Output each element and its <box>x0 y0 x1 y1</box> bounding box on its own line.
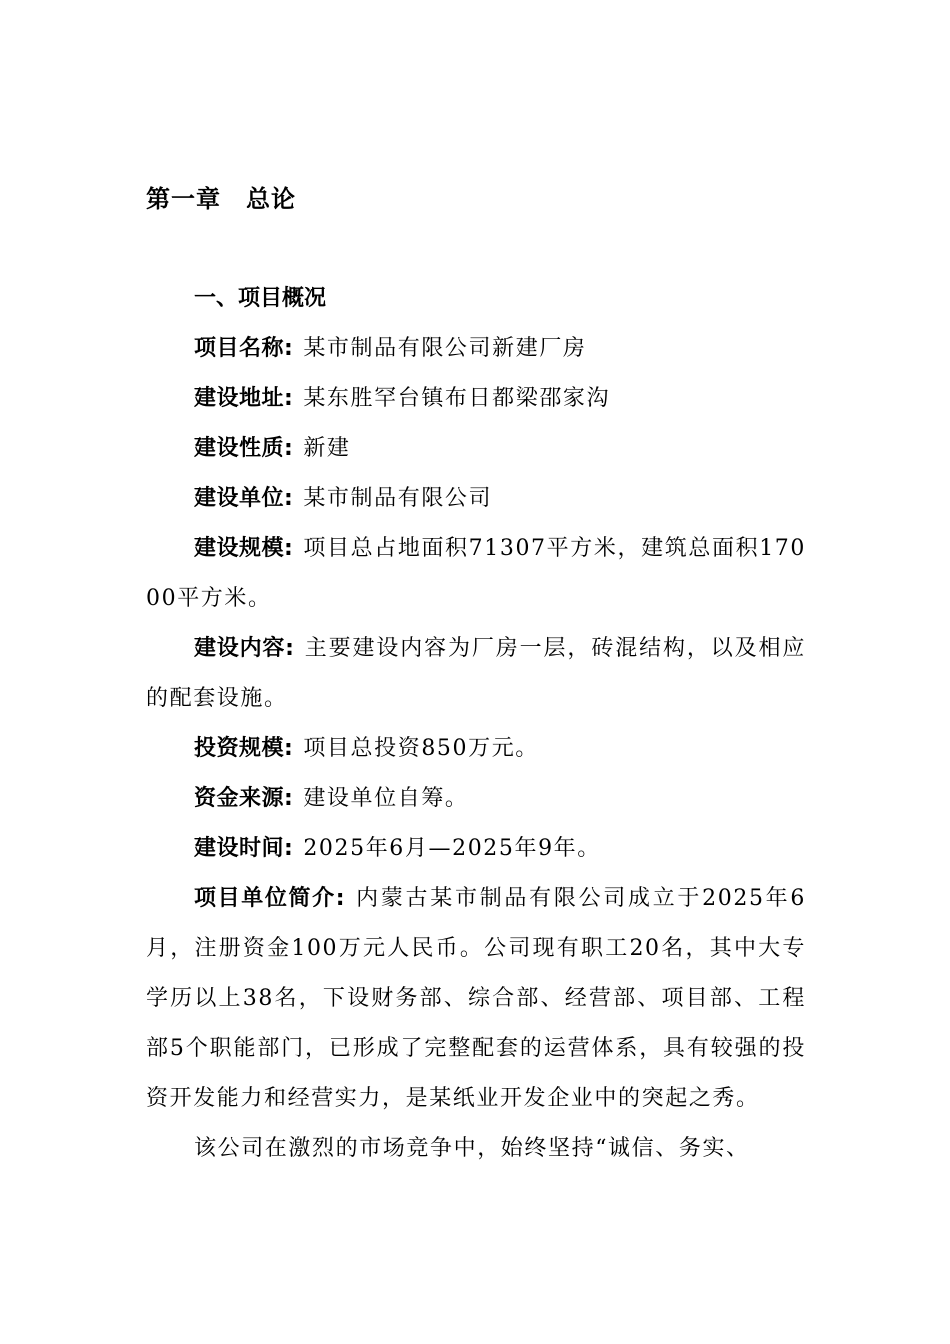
field-value: 2025年6月—2025年9年。 <box>303 836 601 861</box>
field-value: 某东胜罕台镇布日都梁邵家沟 <box>303 386 611 411</box>
section-title: 一、项目概况 <box>194 286 327 311</box>
field-value: 某市制品有限公司 <box>303 486 493 511</box>
field-label: 项目单位简介: <box>194 886 345 911</box>
field-project-name <box>146 324 806 374</box>
field-construction-scale <box>146 524 806 624</box>
field-value: 某市制品有限公司新建厂房 <box>303 336 587 361</box>
document-body <box>146 324 806 1174</box>
field-label: 建设内容: <box>194 636 295 661</box>
field-investment-scale <box>146 724 806 774</box>
field-value: 建设单位自筹。 <box>303 786 469 811</box>
field-label: 建设地址: <box>194 386 294 411</box>
field-construction-address <box>146 374 806 424</box>
field-value: 新建 <box>303 436 351 461</box>
field-label: 建设性质: <box>194 436 294 461</box>
field-value: 项目总投资850万元。 <box>303 736 539 761</box>
field-label: 资金来源: <box>194 786 294 811</box>
field-construction-content <box>146 624 806 724</box>
field-construction-nature <box>146 424 806 474</box>
field-value: 主要建设内容为厂房一层，砖混结构，以及相应的配套设施。 <box>146 636 806 711</box>
chapter-title: 第一章 总论 <box>146 185 296 213</box>
field-construction-unit <box>146 474 806 524</box>
field-value: 内蒙古某市制品有限公司成立于2025年6月，注册资金100万元人民币。公司现有职工20名，其中大专学历以上38名，下设财务部、综合部、经营部、项目部、工程部5个职能部门，已形成了完整配套的运营体系，具有较强的投资开发能力和经营实力，是某纸业开发企业中的突起之秀。 <box>146 886 806 1111</box>
field-label: 投资规模: <box>194 736 294 761</box>
field-label: 项目名称: <box>194 336 294 361</box>
field-construction-time <box>146 824 806 874</box>
field-value: 项目总占地面积71307平方米，建筑总面积17000平方米。 <box>146 536 806 611</box>
field-label: 建设单位: <box>194 486 294 511</box>
closing-paragraph: 该公司在激烈的市场竞争中，始终坚持“诚信、务实、 <box>194 1136 750 1161</box>
field-label: 建设规模: <box>194 536 294 561</box>
field-label: 建设时间: <box>194 836 294 861</box>
field-company-profile <box>146 874 806 1124</box>
field-funding-source <box>146 774 806 824</box>
